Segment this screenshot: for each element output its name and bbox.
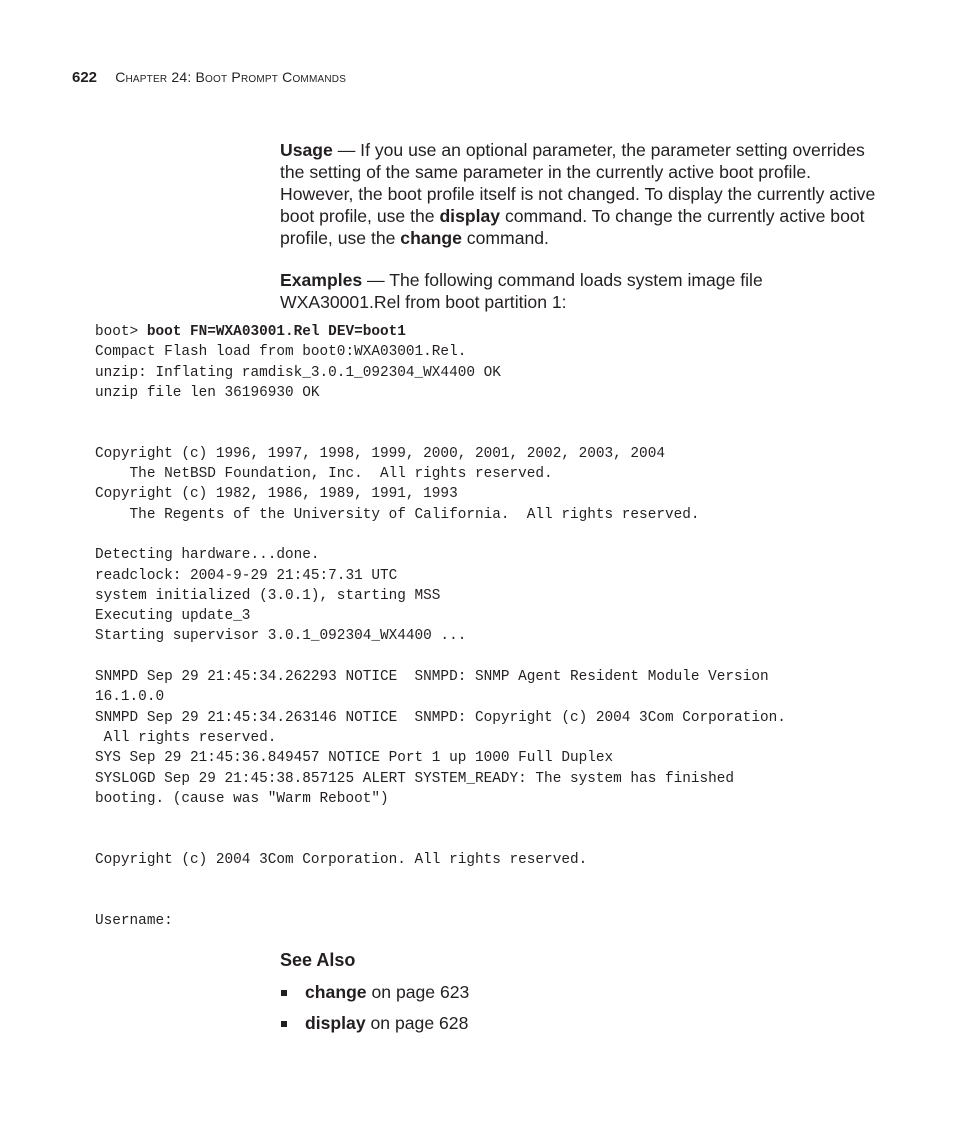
code-line: system initialized (3.0.1), starting MSS: [95, 587, 441, 604]
bullet-icon: [281, 1021, 287, 1027]
code-line: Executing update_3: [95, 608, 251, 625]
code-prompt: boot>: [95, 324, 147, 340]
code-line: The Regents of the University of California. All rights reserved.: [95, 506, 700, 523]
code-line: All rights reserved.: [95, 729, 277, 746]
see-also-list: [280, 981, 469, 1043]
code-block: [95, 322, 786, 931]
code-line: Copyright (c) 1982, 1986, 1989, 1991, 1993: [95, 486, 458, 503]
code-line: Copyright (c) 1996, 1997, 1998, 1999, 2000, 2001, 2002, 2003, 2004: [95, 445, 665, 462]
code-line: [95, 525, 786, 545]
code-line: Copyright (c) 2004 3Com Corporation. All rights reserved.: [95, 851, 588, 868]
code-line: [95, 647, 786, 667]
usage-text-3: command.: [461, 228, 549, 248]
page-header: [72, 67, 346, 88]
change-command-ref: change: [400, 228, 462, 248]
code-line: The NetBSD Foundation, Inc. All rights reserved.: [95, 466, 553, 483]
examples-paragraph: [280, 269, 880, 313]
code-line: Starting supervisor 3.0.1_092304_WX4400 ...: [95, 628, 467, 645]
see-also-link-display[interactable]: display: [305, 1013, 366, 1033]
see-also-item: [280, 981, 469, 1012]
code-line: SYS Sep 29 21:45:36.849457 NOTICE Port 1 up 1000 Full Duplex: [95, 750, 614, 767]
code-line: unzip: Inflating ramdisk_3.0.1_092304_WX4400 OK: [95, 364, 501, 381]
examples-term: Examples: [280, 270, 363, 290]
code-line: booting. (cause was "Warm Reboot"): [95, 790, 389, 807]
examples-text: — The following command loads system image file WXA30001.Rel from boot partition 1:: [280, 270, 763, 312]
usage-term: Usage: [280, 140, 333, 160]
code-line: [95, 829, 786, 849]
usage-text-2: command. To change the currently active boot profile, use the: [280, 206, 865, 248]
see-also-link-change[interactable]: change: [305, 982, 367, 1002]
usage-text-1: — If you use an optional parameter, the parameter setting overrides the setting of the same parameter in the currently active boot profile. However, the boot profile itself is not changed. To display the currently active boot profile, use the: [280, 140, 876, 226]
code-line: readclock: 2004-9-29 21:45:7.31 UTC: [95, 567, 398, 584]
code-line: SNMPD Sep 29 21:45:34.263146 NOTICE SNMPD: Copyright (c) 2004 3Com Corporation.: [95, 709, 786, 726]
display-command-ref: display: [439, 206, 501, 226]
code-line: unzip file len 36196930 OK: [95, 384, 320, 401]
see-also-item: [280, 1012, 469, 1043]
see-also-page-ref: on page 628: [365, 1013, 469, 1033]
see-also-heading: See Also: [280, 950, 356, 970]
bullet-icon: [281, 990, 287, 996]
code-line: [95, 403, 786, 423]
code-line: [95, 870, 786, 890]
code-line: 16.1.0.0: [95, 689, 165, 706]
code-line: SYSLOGD Sep 29 21:45:38.857125 ALERT SYSTEM_READY: The system has finished: [95, 770, 735, 787]
see-also-page-ref: on page 623: [366, 982, 470, 1002]
usage-paragraph: [280, 139, 880, 249]
code-line: Detecting hardware...done.: [95, 547, 320, 564]
code-output: [95, 342, 786, 931]
chapter-title: Chapter 24: Boot Prompt Commands: [115, 69, 347, 85]
code-line: Username:: [95, 912, 173, 929]
code-line: [95, 890, 786, 910]
code-line: [95, 423, 786, 443]
page-number: 622: [72, 69, 98, 86]
code-line: Compact Flash load from boot0:WXA03001.Rel.: [95, 344, 467, 361]
code-line: SNMPD Sep 29 21:45:34.262293 NOTICE SNMPD: SNMP Agent Resident Module Version: [95, 669, 769, 686]
code-line: [95, 809, 786, 829]
code-command-line: [95, 322, 786, 342]
code-command: boot FN=WXA03001.Rel DEV=boot1: [146, 324, 406, 340]
